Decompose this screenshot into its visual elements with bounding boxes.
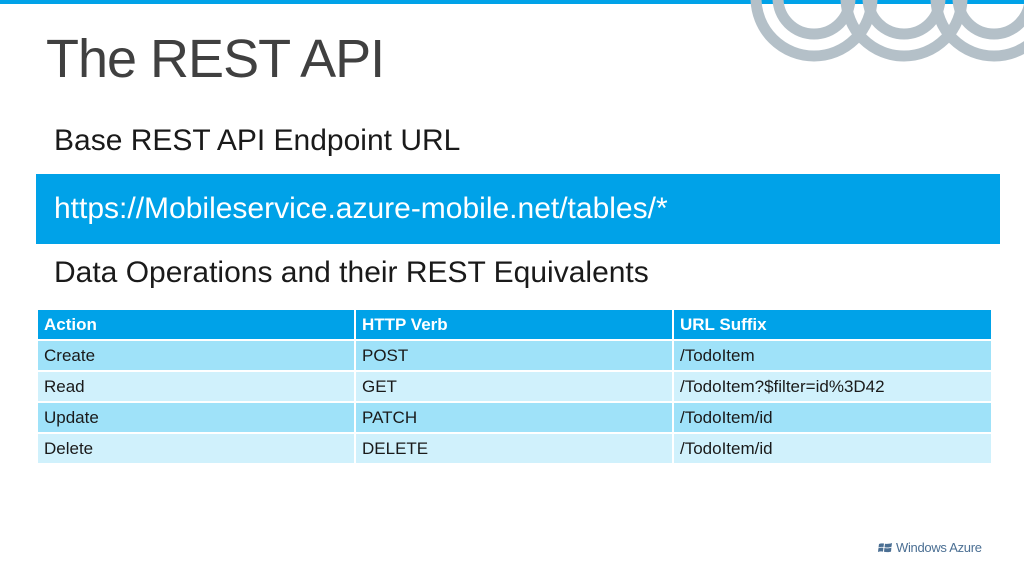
cell-url-suffix: /TodoItem/id <box>674 403 991 432</box>
table-row <box>38 341 991 370</box>
table-header-row <box>38 310 991 339</box>
table-row <box>38 434 991 463</box>
endpoint-url-banner <box>36 174 1000 244</box>
header-http-verb: HTTP Verb <box>356 310 672 339</box>
header-action: Action <box>38 310 354 339</box>
cell-action: Create <box>38 341 354 370</box>
windows-azure-logo-text: Windows Azure <box>896 540 982 555</box>
windows-azure-logo <box>878 540 982 555</box>
cell-url-suffix: /TodoItem/id <box>674 434 991 463</box>
slide-title: The REST API <box>46 29 385 89</box>
cell-http-verb: POST <box>356 341 672 370</box>
cell-action: Delete <box>38 434 354 463</box>
decorative-rings-icon <box>740 0 1024 110</box>
operations-heading: Data Operations and their REST Equivalents <box>54 256 649 289</box>
operations-table <box>36 308 993 465</box>
table-row <box>38 372 991 401</box>
table-row <box>38 403 991 432</box>
cell-url-suffix: /TodoItem <box>674 341 991 370</box>
header-url-suffix: URL Suffix <box>674 310 991 339</box>
endpoint-heading: Base REST API Endpoint URL <box>54 124 461 157</box>
cell-action: Read <box>38 372 354 401</box>
cell-http-verb: DELETE <box>356 434 672 463</box>
cell-action: Update <box>38 403 354 432</box>
cell-http-verb: PATCH <box>356 403 672 432</box>
windows-azure-flag-icon <box>878 542 893 553</box>
cell-url-suffix: /TodoItem?$filter=id%3D42 <box>674 372 991 401</box>
endpoint-url-text: https://Mobileservice.azure-mobile.net/tables/* <box>54 192 668 225</box>
cell-http-verb: GET <box>356 372 672 401</box>
